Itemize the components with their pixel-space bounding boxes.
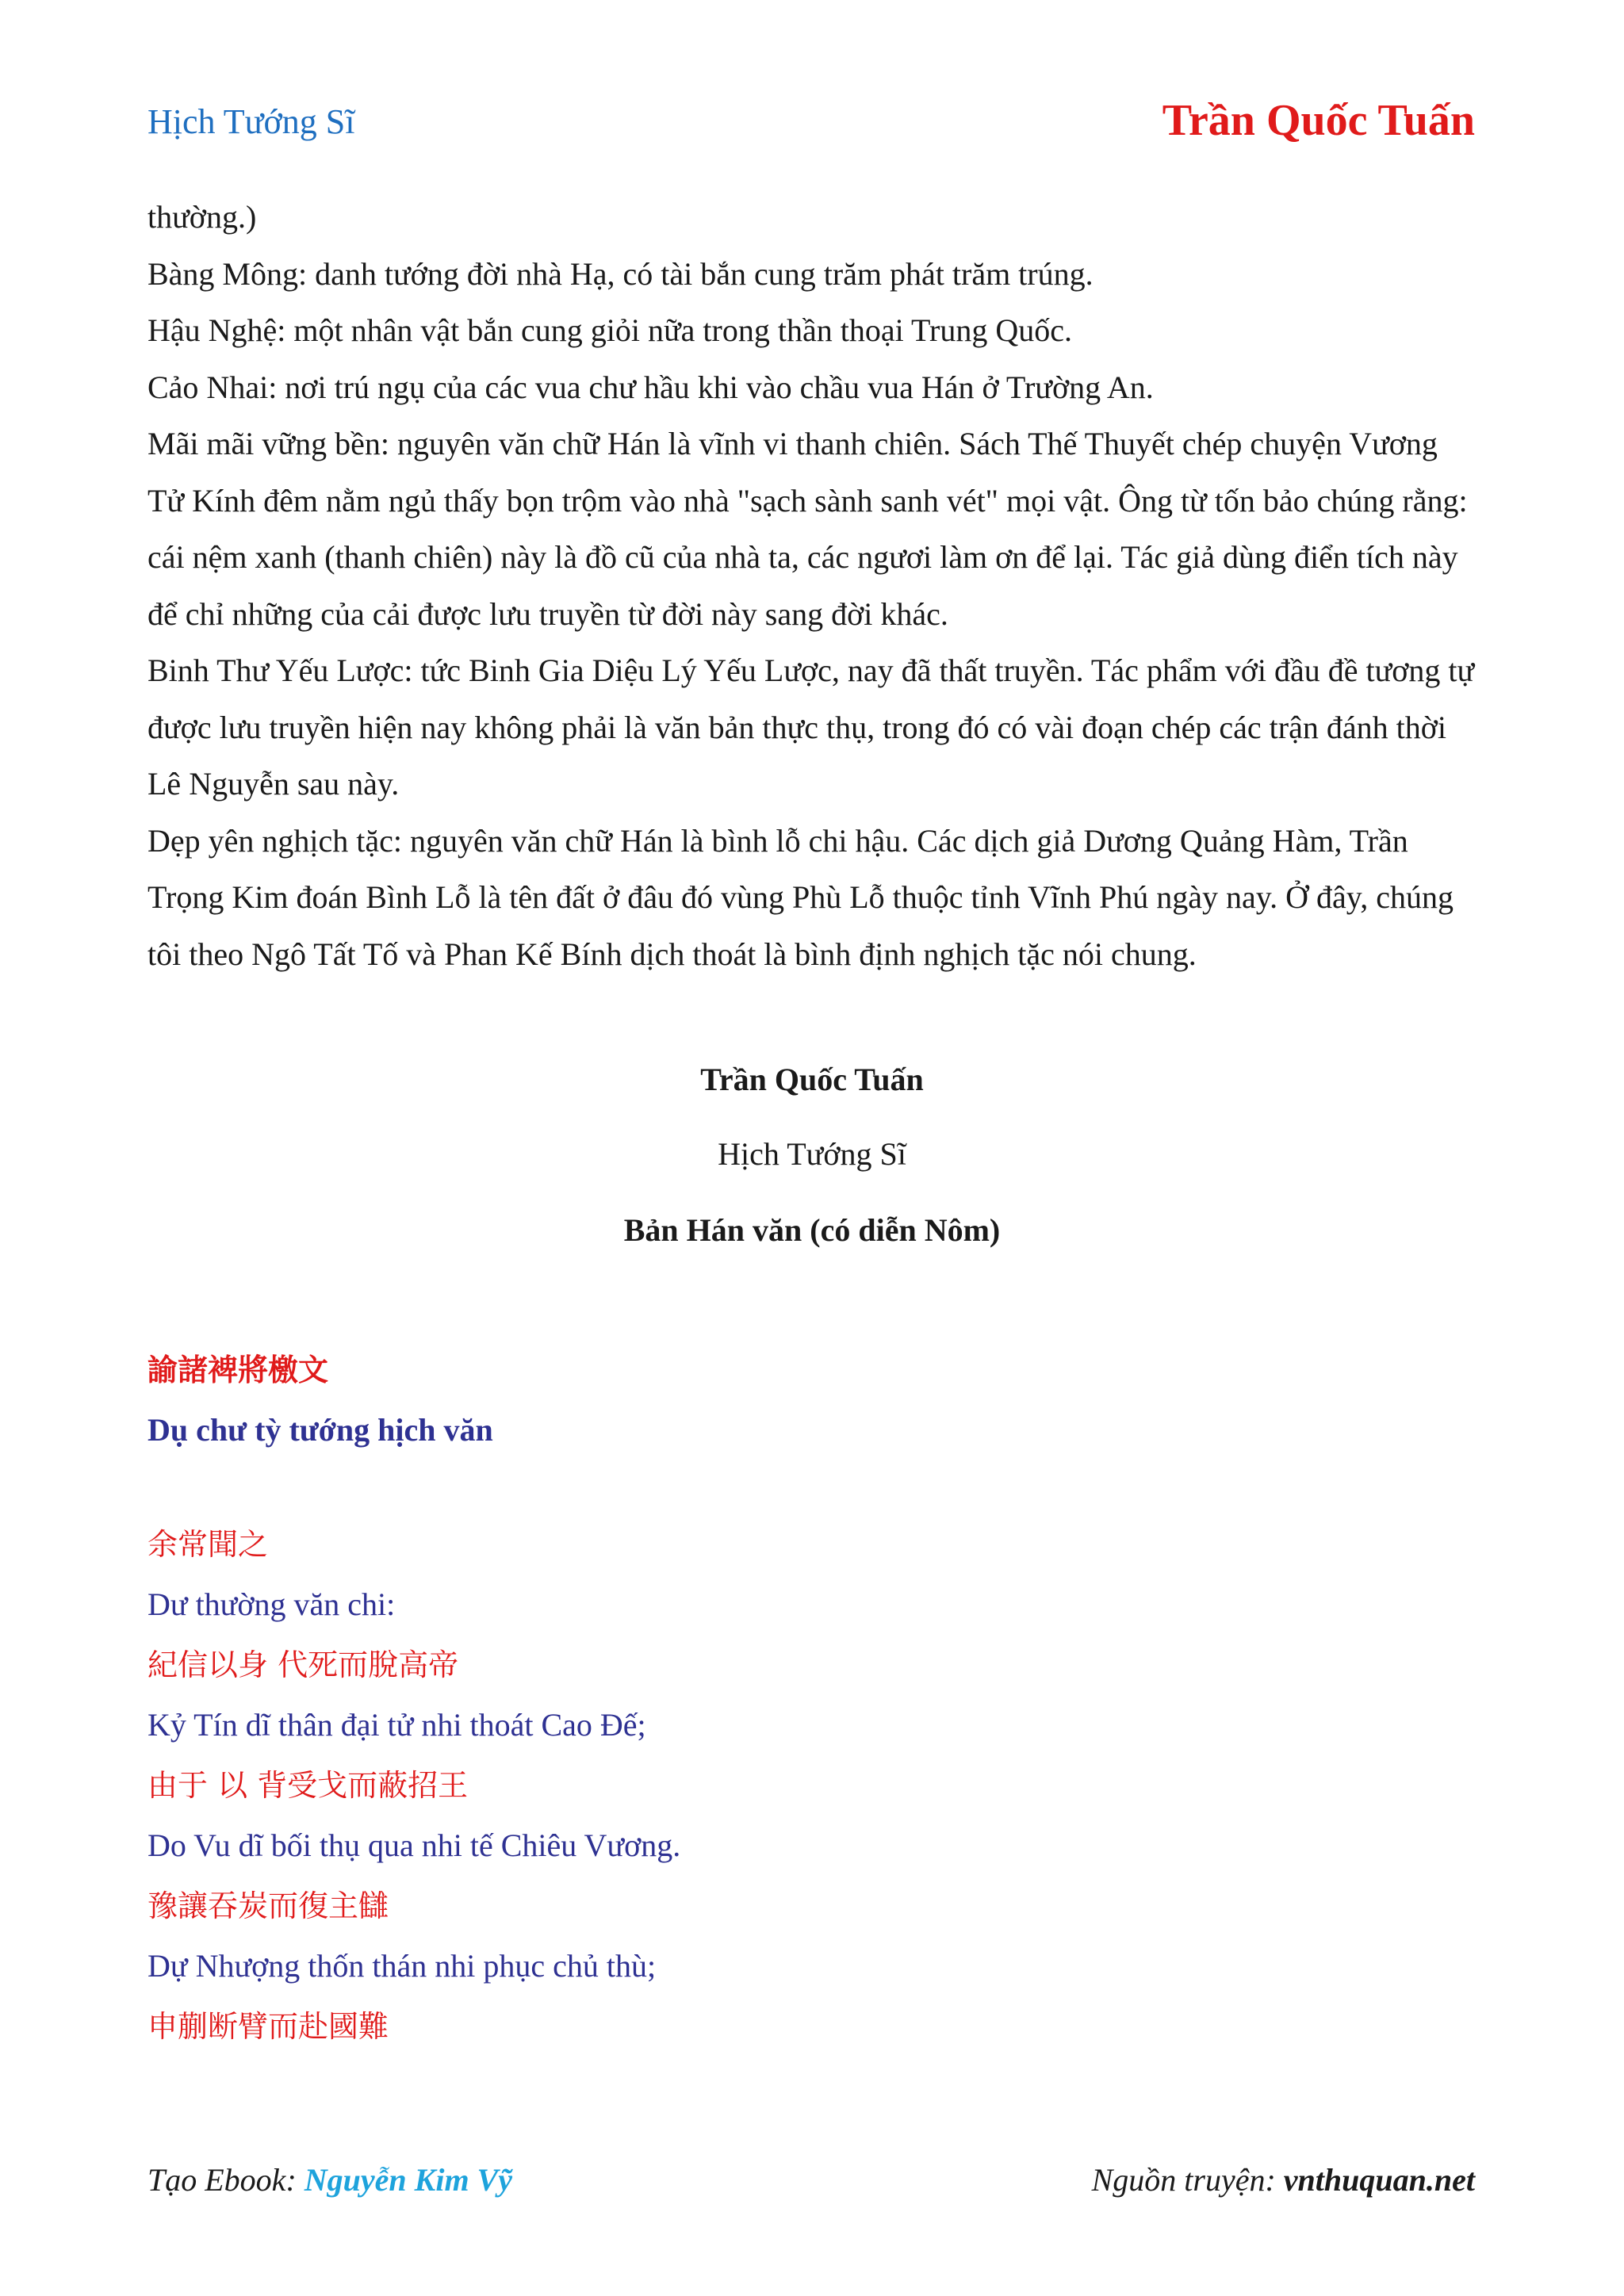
note-paragraph: Bàng Mông: danh tướng đời nhà Hạ, có tài bắn cung trăm phát trăm trúng. (147, 255, 1094, 292)
notes-section (147, 189, 1480, 982)
note-paragraph: Mãi mãi vững bền: nguyên văn chữ Hán là vĩnh vi thanh chiên. Sách Thế Thuyết chép chuyện Vương Tử Kính đêm nằm ngủ thấy bọn trộm vào nhà "sạch sành sanh vét" mọi vật. Ông từ tốn bảo chúng rằng: cái nệm xanh (thanh chiên) này là đồ cũ của nhà ta, các ngươi làm ơn để lại. Tác giả dùng điển tích này để chỉ những của cải được lưu truyền từ đời này sang đời khác. (147, 426, 1468, 632)
footer-ebook-name: Nguyễn Kim Vỹ (304, 2162, 512, 2198)
poem-viet-line: Dự Nhượng thốn thán nhi phục chủ thù; (147, 1948, 657, 1984)
section-author: Trần Quốc Tuấn (700, 1062, 924, 1097)
poem-han-line: 余常聞之 (147, 1527, 269, 1562)
header-title: Hịch Tướng Sĩ (147, 102, 355, 141)
note-paragraph: Binh Thư Yếu Lược: tức Binh Gia Diệu Lý Yếu Lược, nay đã thất truyền. Tác phẩm với đầu đề tương tự được lưu truyền hiện nay không phải là văn bản thực thụ, trong đó có vài đoạn chép các trận đánh thời Lê Nguyễn sau này. (147, 652, 1475, 802)
poem-viet-line: Dư thường văn chi: (147, 1586, 396, 1622)
poem-han-title: 諭諸裨將檄文 (147, 1353, 329, 1387)
note-paragraph: Cảo Nhai: nơi trú ngụ của các vua chư hầu khi vào chầu vua Hán ở Trường An. (147, 369, 1154, 405)
header-author: Trần Quốc Tuấn (1162, 96, 1475, 145)
poem-block (147, 1340, 1496, 2057)
note-paragraph: thường.) (147, 199, 257, 235)
poem-han-line: 申蒯断臂而赴國難 (147, 2009, 389, 2044)
spacer (147, 1460, 1496, 1514)
footer-source-link[interactable]: vnthuquan.net (1283, 2162, 1475, 2198)
note-paragraph: Dẹp yên nghịch tặc: nguyên văn chữ Hán là bình lỗ chi hậu. Các dịch giả Dương Quảng Hàm, Trần Trọng Kim đoán Bình Lỗ là tên đất ở đâu đó vùng Phù Lỗ thuộc tỉnh Vĩnh Phú ngày nay. Ở đây, chúng tôi theo Ngô Tất Tố và Phan Kế Bính dịch thoát là bình định nghịch tặc nói chung. (147, 822, 1454, 972)
footer-source-credit (1092, 2161, 1475, 2198)
footer-ebook-label: Tạo Ebook (147, 2162, 286, 2198)
footer-source-sep: : (1265, 2162, 1284, 2198)
poem-viet-line: Kỷ Tín dĩ thân đại tử nhi thoát Cao Đế; (147, 1707, 646, 1743)
footer-ebook-credit (147, 2161, 512, 2198)
footer-source-label: Nguồn truyện (1091, 2162, 1266, 2198)
footer-ebook-sep: : (285, 2162, 304, 2198)
poem-han-line: 紀信以身 代死而脫高帝 (147, 1647, 459, 1682)
poem-han-line: 由于 以 背受戈而蔽招王 (147, 1768, 469, 1803)
poem-viet-line: Do Vu dĩ bối thụ qua nhi tế Chiêu Vương. (147, 1827, 681, 1863)
section-title: Hịch Tướng Sĩ (718, 1136, 906, 1172)
poem-viet-title: Dụ chư tỳ tướng hịch văn (147, 1412, 493, 1448)
poem-han-line: 豫讓吞炭而復主讎 (147, 1888, 389, 1923)
note-paragraph: Hậu Nghệ: một nhân vật bắn cung giỏi nữa trong thần thoại Trung Quốc. (147, 312, 1072, 348)
section-edition: Bản Hán văn (có diễn Nôm) (623, 1212, 1001, 1248)
